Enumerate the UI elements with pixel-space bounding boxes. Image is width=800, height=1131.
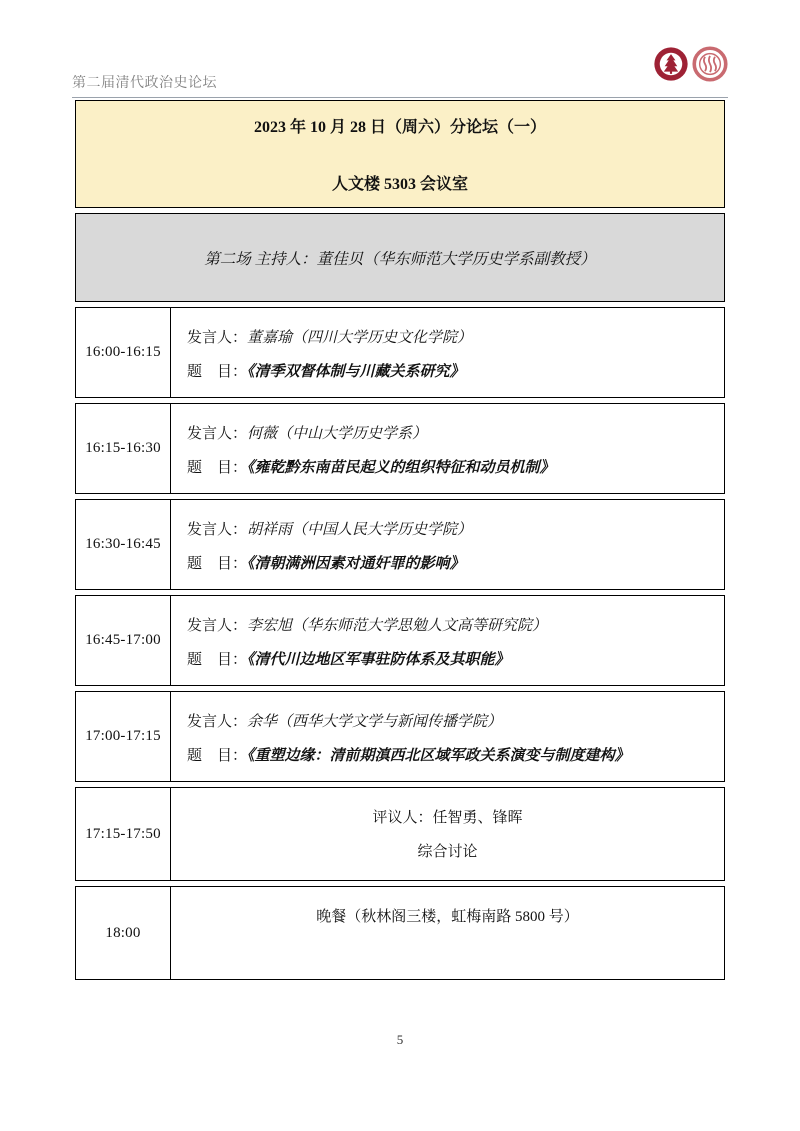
title-line xyxy=(187,355,714,389)
talk-title: 《清季双督体制与川藏关系研究》 xyxy=(247,364,465,380)
university-emblem-icon xyxy=(692,46,728,82)
talk-cell xyxy=(171,596,724,685)
page-header xyxy=(72,72,728,98)
title-line xyxy=(187,451,714,485)
speaker-name: 胡祥雨（中国人民大学历史学院） xyxy=(247,522,473,538)
speaker-line xyxy=(187,705,714,739)
speaker-label: 发言人： xyxy=(187,330,248,346)
title-line xyxy=(187,547,714,581)
talk-cell xyxy=(171,404,724,493)
chair-info: 第二场 主持人：董佳贝（华东师范大学历史学系副教授） xyxy=(204,250,596,268)
title-label: 题 目： xyxy=(187,748,248,764)
session-banner xyxy=(75,100,725,208)
talk-title: 《清代川边地区军事驻防体系及其职能》 xyxy=(247,652,510,668)
program-table xyxy=(75,100,725,980)
talk-title: 《清朝满洲因素对通奸罪的影响》 xyxy=(247,556,465,572)
time-slot: 18:00 xyxy=(76,887,171,979)
logo-group xyxy=(653,46,728,82)
dinner-line: 晚餐（秋林阁三楼，虹梅南路 5800 号） xyxy=(316,909,579,925)
speaker-name: 余华（西华大学文学与新闻传播学院） xyxy=(247,714,503,730)
dinner-row xyxy=(75,886,725,980)
table-row xyxy=(75,403,725,494)
time-slot: 17:00-17:15 xyxy=(76,692,171,781)
table-row xyxy=(75,691,725,782)
speaker-line xyxy=(187,609,714,643)
talk-title: 《重塑边缘：清前期滇西北区域军政关系演变与制度建构》 xyxy=(247,748,630,764)
speaker-label: 发言人： xyxy=(187,426,248,442)
chair-banner xyxy=(75,213,725,302)
speaker-name: 李宏旭（华东师范大学思勉人文高等研究院） xyxy=(247,618,548,634)
speaker-line xyxy=(187,417,714,451)
page-number: 5 xyxy=(396,1032,404,1047)
talk-title: 《雍乾黔东南苗民起义的组织特征和动员机制》 xyxy=(247,460,555,476)
speaker-name: 何薇（中山大学历史学系） xyxy=(247,426,428,442)
discussion-row xyxy=(75,787,725,881)
session-venue: 人文楼 5303 会议室 xyxy=(331,176,468,193)
speaker-line xyxy=(187,513,714,547)
table-row xyxy=(75,499,725,590)
title-label: 题 目： xyxy=(187,364,248,380)
ecnu-emblem-icon xyxy=(653,46,689,82)
title-line xyxy=(187,739,714,773)
title-label: 题 目： xyxy=(187,460,248,476)
talk-cell xyxy=(171,308,724,397)
talk-cell xyxy=(171,500,724,589)
title-line xyxy=(187,643,714,677)
title-label: 题 目： xyxy=(187,652,248,668)
discussion-cell xyxy=(171,788,724,880)
talk-cell xyxy=(171,692,724,781)
session-date: 2023 年 10 月 28 日（周六）分论坛（一） xyxy=(253,119,546,136)
dinner-cell xyxy=(171,887,724,979)
time-slot: 17:15-17:50 xyxy=(76,788,171,880)
time-slot: 16:45-17:00 xyxy=(76,596,171,685)
speaker-label: 发言人： xyxy=(187,618,248,634)
speaker-label: 发言人： xyxy=(187,714,248,730)
forum-title: 第二届清代政治史论坛 xyxy=(72,74,217,90)
time-slot: 16:00-16:15 xyxy=(76,308,171,397)
time-slot: 16:15-16:30 xyxy=(76,404,171,493)
discussant-line: 评议人：任智勇、锋晖 xyxy=(372,810,523,826)
table-row xyxy=(75,595,725,686)
time-slot: 16:30-16:45 xyxy=(76,500,171,589)
speaker-label: 发言人： xyxy=(187,522,248,538)
table-row xyxy=(75,307,725,398)
speaker-name: 董嘉瑜（四川大学历史文化学院） xyxy=(247,330,473,346)
speaker-line xyxy=(187,321,714,355)
general-discussion-line: 综合讨论 xyxy=(417,844,478,860)
title-label: 题 目： xyxy=(187,556,248,572)
